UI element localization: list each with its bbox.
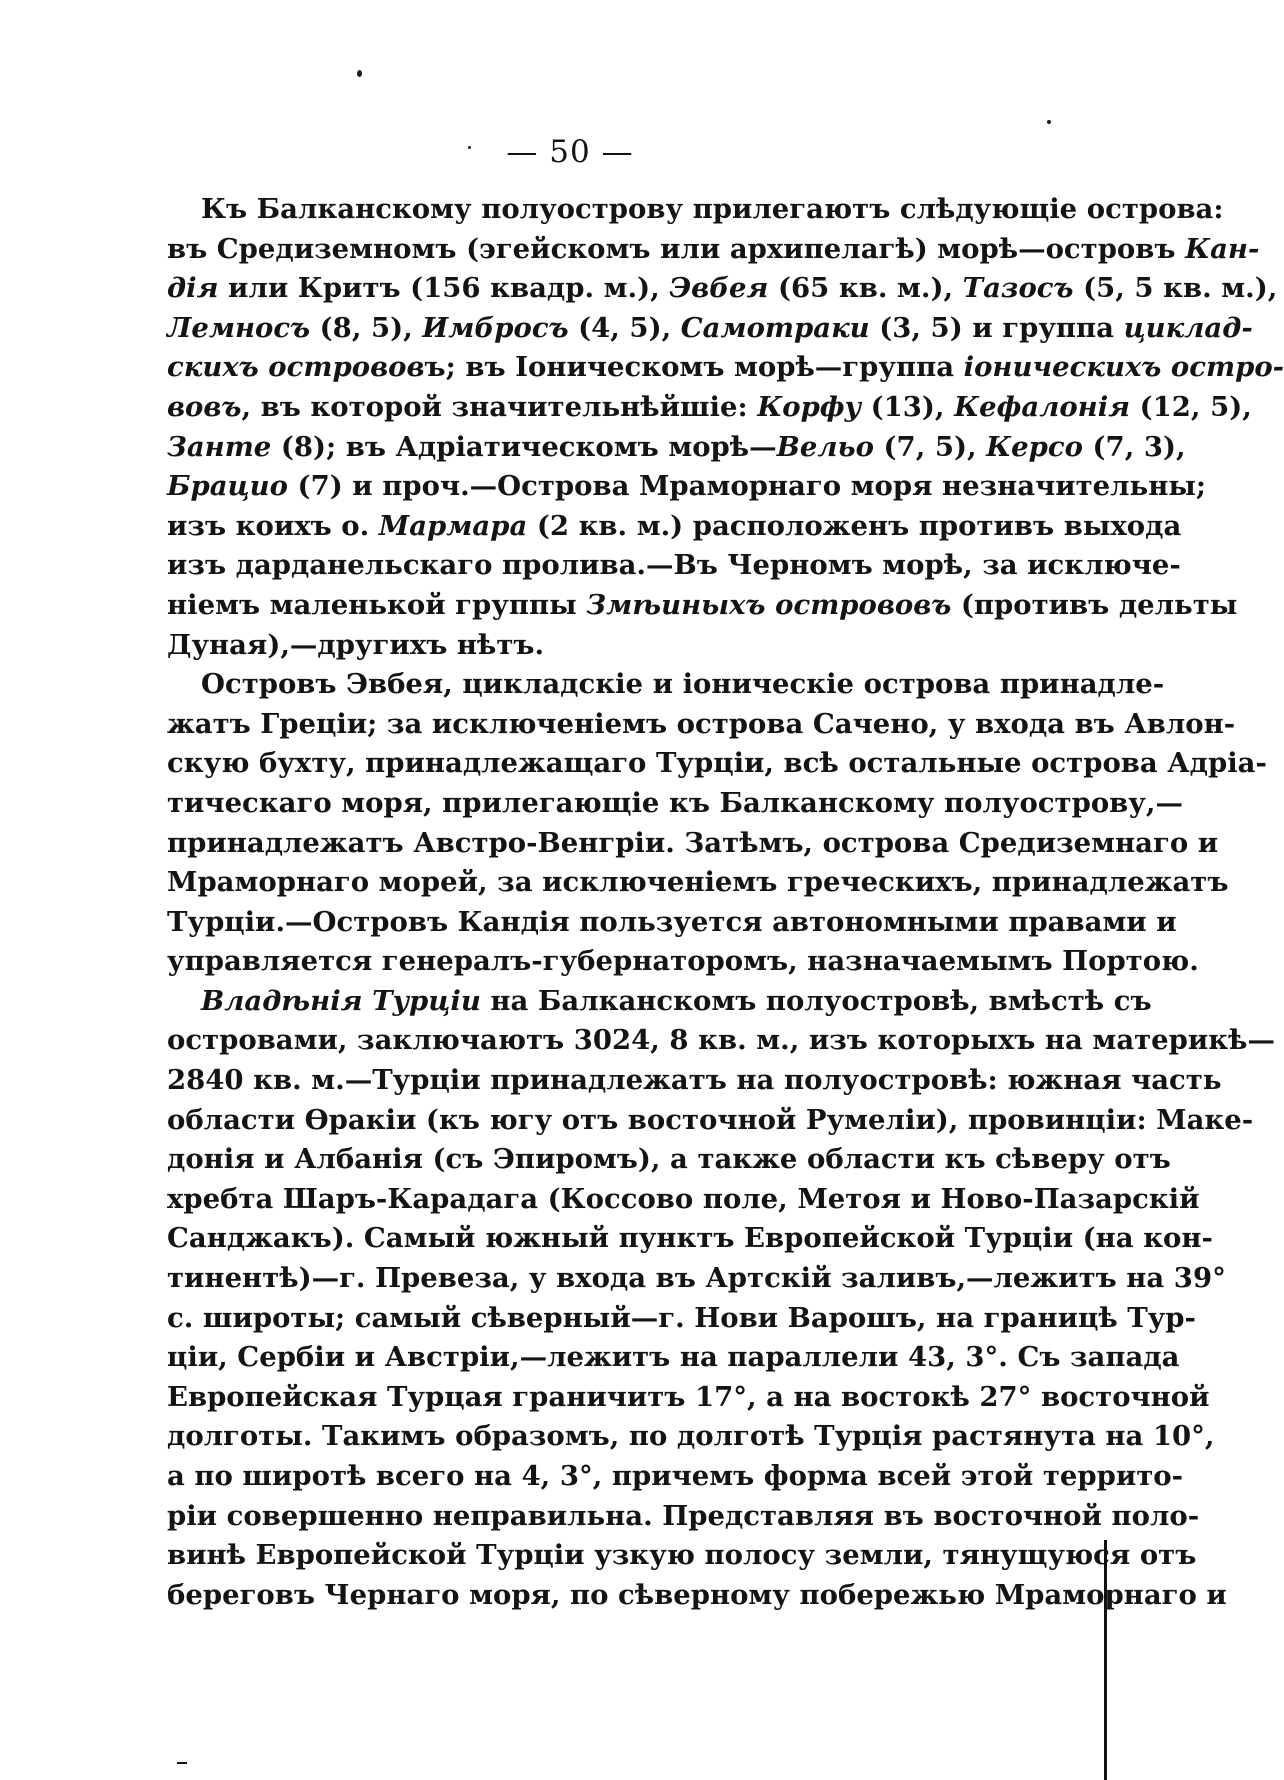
- text-line: Дуная),—другихъ нѣтъ.: [167, 628, 545, 661]
- italic-term: Кефалонія: [954, 390, 1131, 423]
- italic-term: скихъ островов: [167, 351, 425, 384]
- text-line: ніемъ маленькой группы Змѣиныхъ острововъ (противъ дельты: [167, 588, 1238, 621]
- italic-term: Змѣиныхъ острововъ: [586, 588, 952, 621]
- paragraph: [167, 665, 1267, 982]
- italic-term: Занте: [167, 430, 272, 463]
- italic-term: Самотраки: [680, 311, 870, 344]
- text-line: винѣ Европейской Турціи узкую полосу земли, тянущуюся отъ: [167, 1539, 1197, 1572]
- scan-edge-mark: [1104, 1540, 1107, 1780]
- text-line: а по широтѣ всего на 4, 3°, причемъ форма всей этой террито-: [167, 1460, 1184, 1492]
- text-line: Владѣнія Турціи на Балканскомъ полуостровѣ, вмѣстѣ съ: [201, 984, 1152, 1017]
- text-line: Европейская Турцая граничитъ 17°, а на востокѣ 27° восточной: [167, 1380, 1210, 1413]
- text-line: Санджакъ). Самый южный пунктъ Европейской Турціи (на кон-: [167, 1222, 1213, 1255]
- text-line: Брацио (7) и проч.—Острова Мраморнаго моря незначительны;: [167, 470, 1207, 503]
- text-line: береговъ Чернаго моря, по сѣверному побережью Мраморнаго и: [167, 1578, 1227, 1611]
- text-line: управляется генералъ-губернаторомъ, назначаемымъ Портою.: [167, 945, 1199, 978]
- italic-term: Тазосъ: [962, 272, 1074, 305]
- text-line: ціи, Сербіи и Австріи,—лежитъ на параллели 43, 3°. Съ запада: [167, 1341, 1180, 1374]
- text-line: области Ѳракіи (къ югу отъ восточной Румеліи), провинціи: Маке-: [167, 1103, 1254, 1136]
- italic-term: Лемносъ: [167, 311, 311, 344]
- paragraph: [167, 982, 1275, 1616]
- italic-term: Эвбея: [669, 272, 769, 305]
- scan-speck: [357, 70, 362, 77]
- text-line: Лемносъ (8, 5), Имбросъ (4, 5), Самотраки (3, 5) и группа циклад-: [167, 311, 1253, 344]
- text-line: 2840 кв. м.—Турціи принадлежатъ на полуостровѣ: южная часть: [167, 1064, 1222, 1097]
- body-text: [167, 190, 1284, 1615]
- italic-term: Вельо: [776, 430, 874, 463]
- italic-term: дія: [167, 272, 219, 305]
- scan-edge-mark: [177, 1762, 187, 1764]
- page-number: — 50 —: [506, 134, 634, 170]
- text-line: Мраморнаго морей, за исключеніемъ греческихъ, принадлежатъ: [167, 866, 1229, 899]
- scan-speck: [1047, 120, 1051, 124]
- text-line: дія или Критъ (156 квадр. м.), Эвбея (65 кв. м.), Тазосъ (5, 5 кв. м.),: [167, 272, 1278, 305]
- italic-term: Мармара: [378, 509, 528, 542]
- text-line: островами, заключаютъ 3024, 8 кв. м., изъ которыхъ на материкѣ—: [167, 1024, 1275, 1057]
- italic-term: вовъ: [167, 390, 242, 423]
- text-line: скихъ острововъ; въ Іоническомъ морѣ—группа іоническихъ остро-: [167, 351, 1284, 384]
- italic-term: Имбросъ: [422, 311, 569, 344]
- italic-term: Брацио: [167, 470, 288, 503]
- paragraph: [167, 190, 1284, 665]
- text-line: с. широты; самый сѣверный—г. Нови Варошъ, на границѣ Тур-: [167, 1301, 1196, 1334]
- text-line: тическаго моря, прилегающіе къ Балканскому полуострову,—: [167, 786, 1183, 819]
- text-line: Турціи.—Островъ Кандія пользуется автономными правами и: [167, 905, 1177, 938]
- italic-term: Корфу: [757, 390, 862, 423]
- text-line: долготы. Такимъ образомъ, по долготѣ Турція растянута на 10°,: [167, 1420, 1215, 1453]
- text-line: принадлежатъ Австро-Венгріи. Затѣмъ, острова Средиземнаго и: [167, 826, 1219, 859]
- text-line: донія и Албанія (съ Эпиромъ), а также области къ сѣверу отъ: [167, 1143, 1171, 1176]
- text-line: ріи совершенно неправильна. Представляя въ восточной поло-: [167, 1499, 1200, 1532]
- text-line: Занте (8); въ Адріатическомъ морѣ—Вельо (7, 5), Керсо (7, 3),: [167, 430, 1186, 463]
- italic-term: іоническихъ остро-: [963, 351, 1284, 384]
- italic-term: Кан-: [1185, 232, 1260, 265]
- text-line: вовъ, въ которой значительнѣйшіе: Корфу (13), Кефалонія (12, 5),: [167, 390, 1252, 423]
- text-line: скую бухту, принадлежащаго Турціи, всѣ остальные острова Адріа-: [167, 747, 1267, 780]
- text-line: хребта Шаръ-Карадага (Коссово поле, Метоя и Ново-Пазарскій: [167, 1182, 1200, 1215]
- text-line: Къ Балканскому полуострову прилегаютъ слѣдующіе острова:: [201, 193, 1224, 225]
- italic-term: Керсо: [986, 430, 1083, 463]
- text-line: изъ дарданельскаго пролива.—Въ Черномъ морѣ, за исключе-: [167, 549, 1181, 582]
- text-line: Островъ Эвбея, цикладскіе и іоническіе острова принадле-: [201, 668, 1165, 701]
- text-line: въ Средиземномъ (эгейскомъ или архипелагѣ) морѣ—островъ Кан-: [167, 232, 1260, 265]
- text-line: тинентѣ)—г. Превеза, у входа въ Артскій заливъ,—лежитъ на 39°: [167, 1262, 1226, 1295]
- text-line: изъ коихъ о. Мармара (2 кв. м.) расположенъ противъ выхода: [167, 509, 1182, 542]
- italic-term: Владѣнія Турціи: [201, 984, 481, 1017]
- text-line: жатъ Греціи; за исключеніемъ острова Сачено, у входа въ Авлон-: [167, 707, 1236, 740]
- italic-term: циклад-: [1123, 311, 1253, 344]
